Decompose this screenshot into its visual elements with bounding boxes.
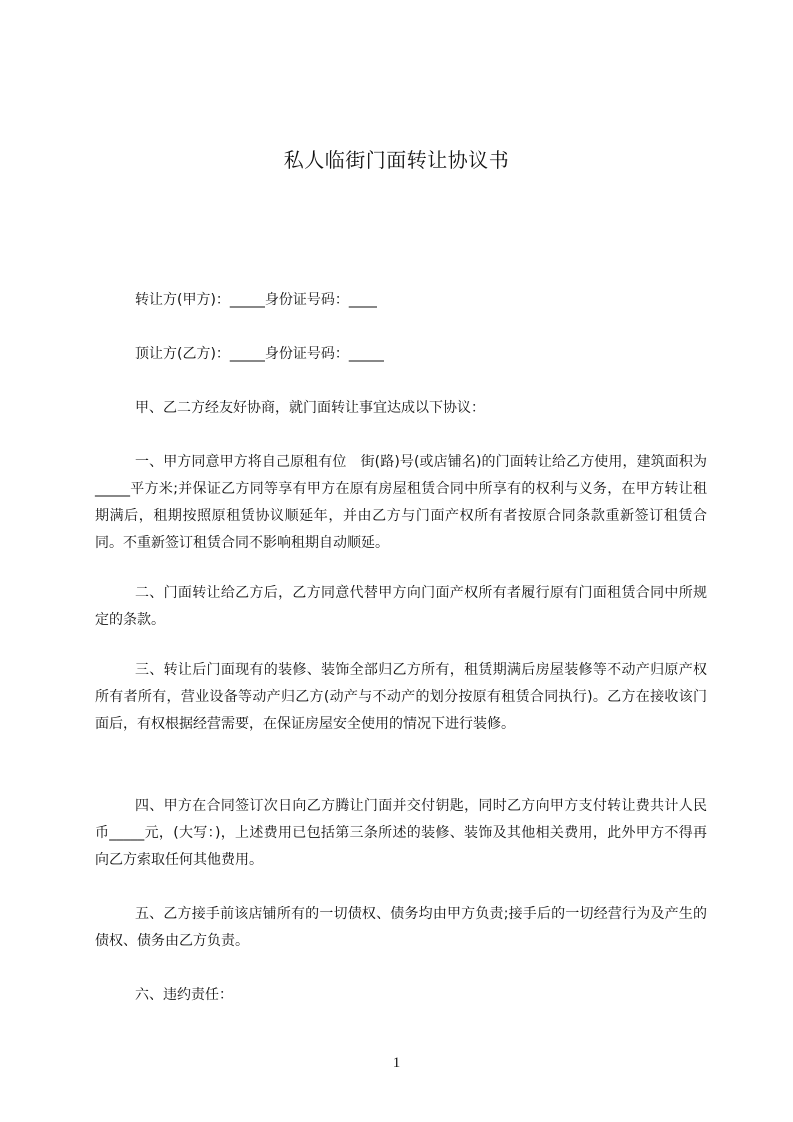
clause-1: 一、甲方同意甲方将自己原租有位 街(路)号(或店铺名)的门面转让给乙方使用，建筑面积为_____平方米;并保证乙方同等享有甲方在原有房屋租赁合同中所享有的权利与义务，在甲方转让租期满后，租期按照原租赁协议顺延年，并由乙方与门面产权所有者按原合同条款重新签订租赁合同。不重新签订租赁合同不影响租期自动顺延。 xyxy=(95,454,707,551)
clause-2: 二、门面转让给乙方后，乙方同意代替甲方向门面产权所有者履行原有门面租赁合同中所规定的条款。 xyxy=(95,585,707,628)
clause-6-heading: 六、违约责任： xyxy=(135,987,233,1003)
transferee-line: 顶让方(乙方)：_____身份证号码：_____ xyxy=(135,346,384,362)
document-title: 私人临街门面转让协议书 xyxy=(283,148,510,172)
agreement-intro: 甲、乙二方经友好协商，就门面转让事宜达成以下协议： xyxy=(135,400,485,416)
clause-5: 五、乙方接手前该店铺所有的一切债权、债务均由甲方负责;接手后的一切经营行为及产生的债权、债务由乙方负责。 xyxy=(95,906,707,949)
page-number: 1 xyxy=(392,1055,401,1071)
clause-3: 三、转让后门面现有的装修、装饰全部归乙方所有，租赁期满后房屋装修等不动产归原产权所有者所有，营业设备等动产归乙方(动产与不动产的划分按原有租赁合同执行)。乙方在接收该门面后，有权根据经营需要，在保证房屋安全使用的情况下进行装修。 xyxy=(95,662,707,732)
clause-4: 四、甲方在合同签订次日向乙方腾让门面并交付钥匙，同时乙方向甲方支付转让费共计人民币_____元，(大写：)，上述费用已包括第三条所述的装修、装饰及其他相关费用，此外甲方不得再向乙方索取任何其他费用。 xyxy=(95,798,707,868)
transferor-line: 转让方(甲方)：_____身份证号码：____ xyxy=(135,292,377,308)
